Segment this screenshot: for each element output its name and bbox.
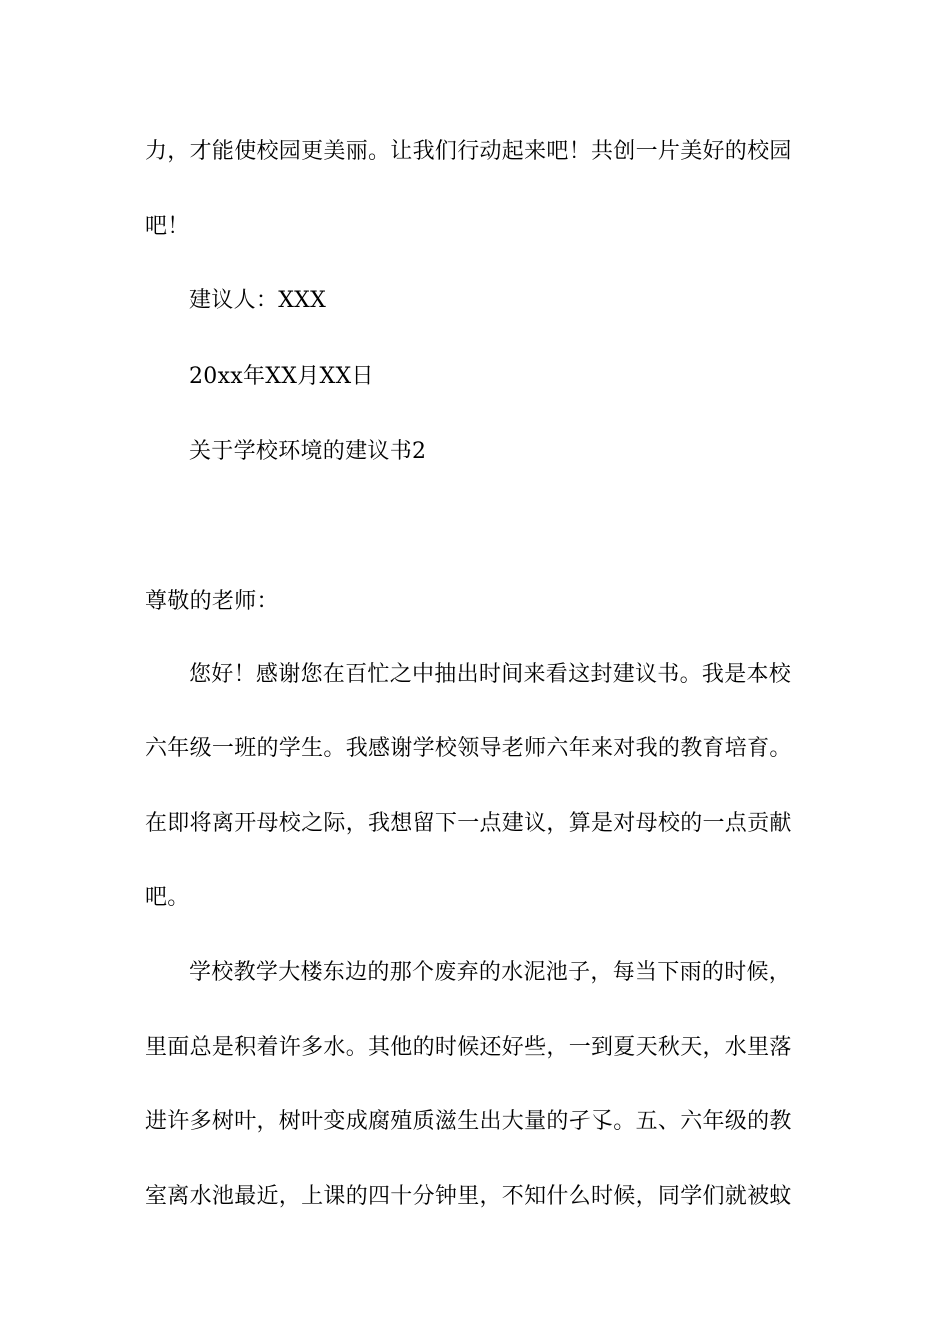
paragraph-line: 六年级一班的学生。我感谢学校领导老师六年来对我的教育培育。 [145, 736, 792, 761]
paragraph-line: 在即将离开母校之际，我想留下一点建议，算是对母校的一点贡献 [145, 811, 792, 836]
section-title: 关于学校环境的建议书2 [189, 439, 427, 464]
paragraph-line: 室离水池最近，上课的四十分钟里，不知什么时候，同学们就被蚊 [145, 1184, 792, 1209]
paragraph-line: 里面总是积着许多水。其他的时候还好些，一到夏天秋天，水里落 [145, 1035, 792, 1060]
date-line: 20xx年XX月XX日 [189, 364, 374, 389]
salutation: 尊敬的老师： [145, 589, 279, 614]
paragraph-line: 学校教学大楼东边的那个废弃的水泥池子，每当下雨的时候， [189, 960, 792, 985]
paragraph-line: 您好！感谢您在百忙之中抽出时间来看这封建议书。我是本校 [189, 662, 792, 687]
proposer-signature: 建议人：XXX [189, 288, 327, 313]
paragraph-line: 进许多树叶，树叶变成腐殖质滋生出大量的孑孓。五、六年级的教 [145, 1109, 792, 1134]
paragraph-line: 吧！ [145, 214, 190, 239]
paragraph-line: 吧。 [145, 885, 190, 910]
paragraph-line: 力，才能使校园更美丽。让我们行动起来吧！共创一片美好的校园 [145, 139, 792, 164]
